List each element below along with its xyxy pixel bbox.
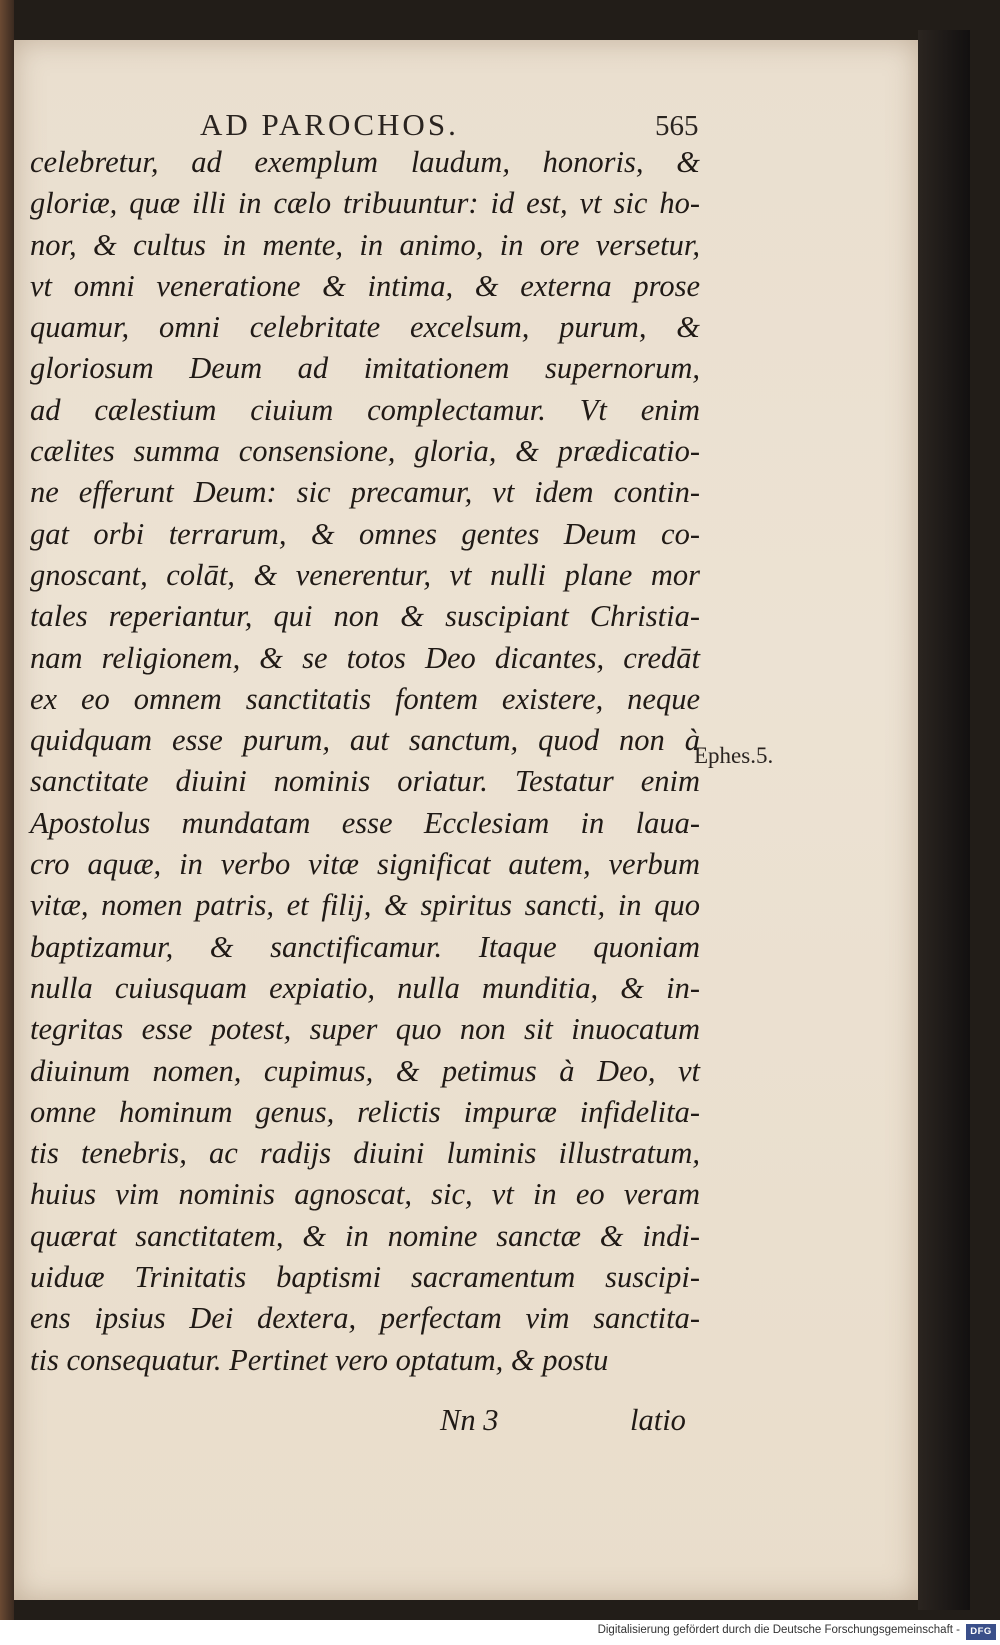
text-line: gloriosum Deum ad imitationem supernorum, — [30, 351, 700, 386]
text-line: tis consequatur. Pertinet vero optatum, & postu — [30, 1342, 609, 1377]
text-line: ex eo omnem sanctitatis fontem existere, neque — [30, 681, 700, 716]
text-line: omne hominum genus, relictis impuræ infidelita- — [30, 1094, 700, 1129]
text-line: gat orbi terrarum, & omnes gentes Deum co- — [30, 516, 700, 551]
body-text — [30, 142, 700, 1381]
text-line: nam religionem, & se totos Deo dicantes, credāt — [30, 640, 700, 675]
text-line: quamur, omni celebritate excelsum, purum, & — [30, 310, 700, 345]
footer-bar — [0, 1620, 1000, 1645]
text-line: cro aquæ, in verbo vitæ significat autem, verbum — [30, 847, 700, 882]
text-line: ne efferunt Deum: sic precamur, vt idem contin- — [30, 475, 700, 510]
text-line: nulla cuiusquam expiatio, nulla munditia, & in- — [30, 970, 700, 1005]
text-line: huius vim nominis agnoscat, sic, vt in eo veram — [30, 1177, 700, 1212]
page-gutter-shadow — [918, 30, 970, 1610]
text-line: tales reperiantur, qui non & suscipiant Christia- — [30, 599, 700, 634]
text-line: cælites summa consensione, gloria, & prædicatio- — [30, 434, 700, 469]
text-line: gloriæ, quæ illi in cælo tribuuntur: id est, vt sic ho- — [30, 186, 700, 221]
text-line: ens ipsius Dei dextera, perfectam vim sanctita- — [30, 1301, 700, 1336]
running-head: AD PAROCHOS. — [200, 107, 459, 142]
text-line: uiduæ Trinitatis baptismi sacramentum suscipi- — [30, 1260, 700, 1295]
signature-mark: Nn 3 — [440, 1403, 499, 1437]
book-edge — [0, 0, 14, 1645]
catchline — [30, 1400, 700, 1441]
text-line: quidquam esse purum, aut sanctum, quod non à — [30, 723, 700, 758]
catchword: latio — [630, 1403, 686, 1437]
text-line: tis tenebris, ac radijs diuini luminis illustratum, — [30, 1136, 700, 1171]
text-line: vitæ, nomen patris, et filij, & spiritus sancti, in quo — [30, 888, 700, 923]
text-line: tegritas esse potest, super quo non sit inuocatum — [30, 1012, 700, 1047]
text-line: diuinum nomen, cupimus, & petimus à Deo, vt — [30, 1053, 700, 1088]
text-line: Apostolus mundatam esse Ecclesiam in laua- — [30, 805, 700, 840]
text-line: vt omni veneratione & intima, & externa prose — [30, 268, 700, 303]
text-line: gnoscant, colāt, & venerentur, vt nulli plane mor — [30, 557, 700, 592]
text-line: ad cælestium ciuium complectamur. Vt enim — [30, 392, 700, 427]
text-line: sanctitate diuini nominis oriatur. Testatur enim — [30, 764, 700, 799]
page-number: 565 — [655, 110, 699, 142]
text-line: baptizamur, & sanctificamur. Itaque quoniam — [30, 929, 700, 964]
text-line: celebretur, ad exemplum laudum, honoris, & — [30, 145, 700, 179]
margin-note: Ephes.5. — [694, 743, 774, 768]
footer-credit: Digitalisierung gefördert durch die Deutsche Forschungsgemeinschaft - — [597, 1624, 960, 1636]
dfg-logo: DFG — [966, 1624, 996, 1640]
text-line: quærat sanctitatem, & in nomine sanctæ & indi- — [30, 1218, 700, 1253]
text-line: nor, & cultus in mente, in animo, in ore versetur, — [30, 227, 700, 262]
